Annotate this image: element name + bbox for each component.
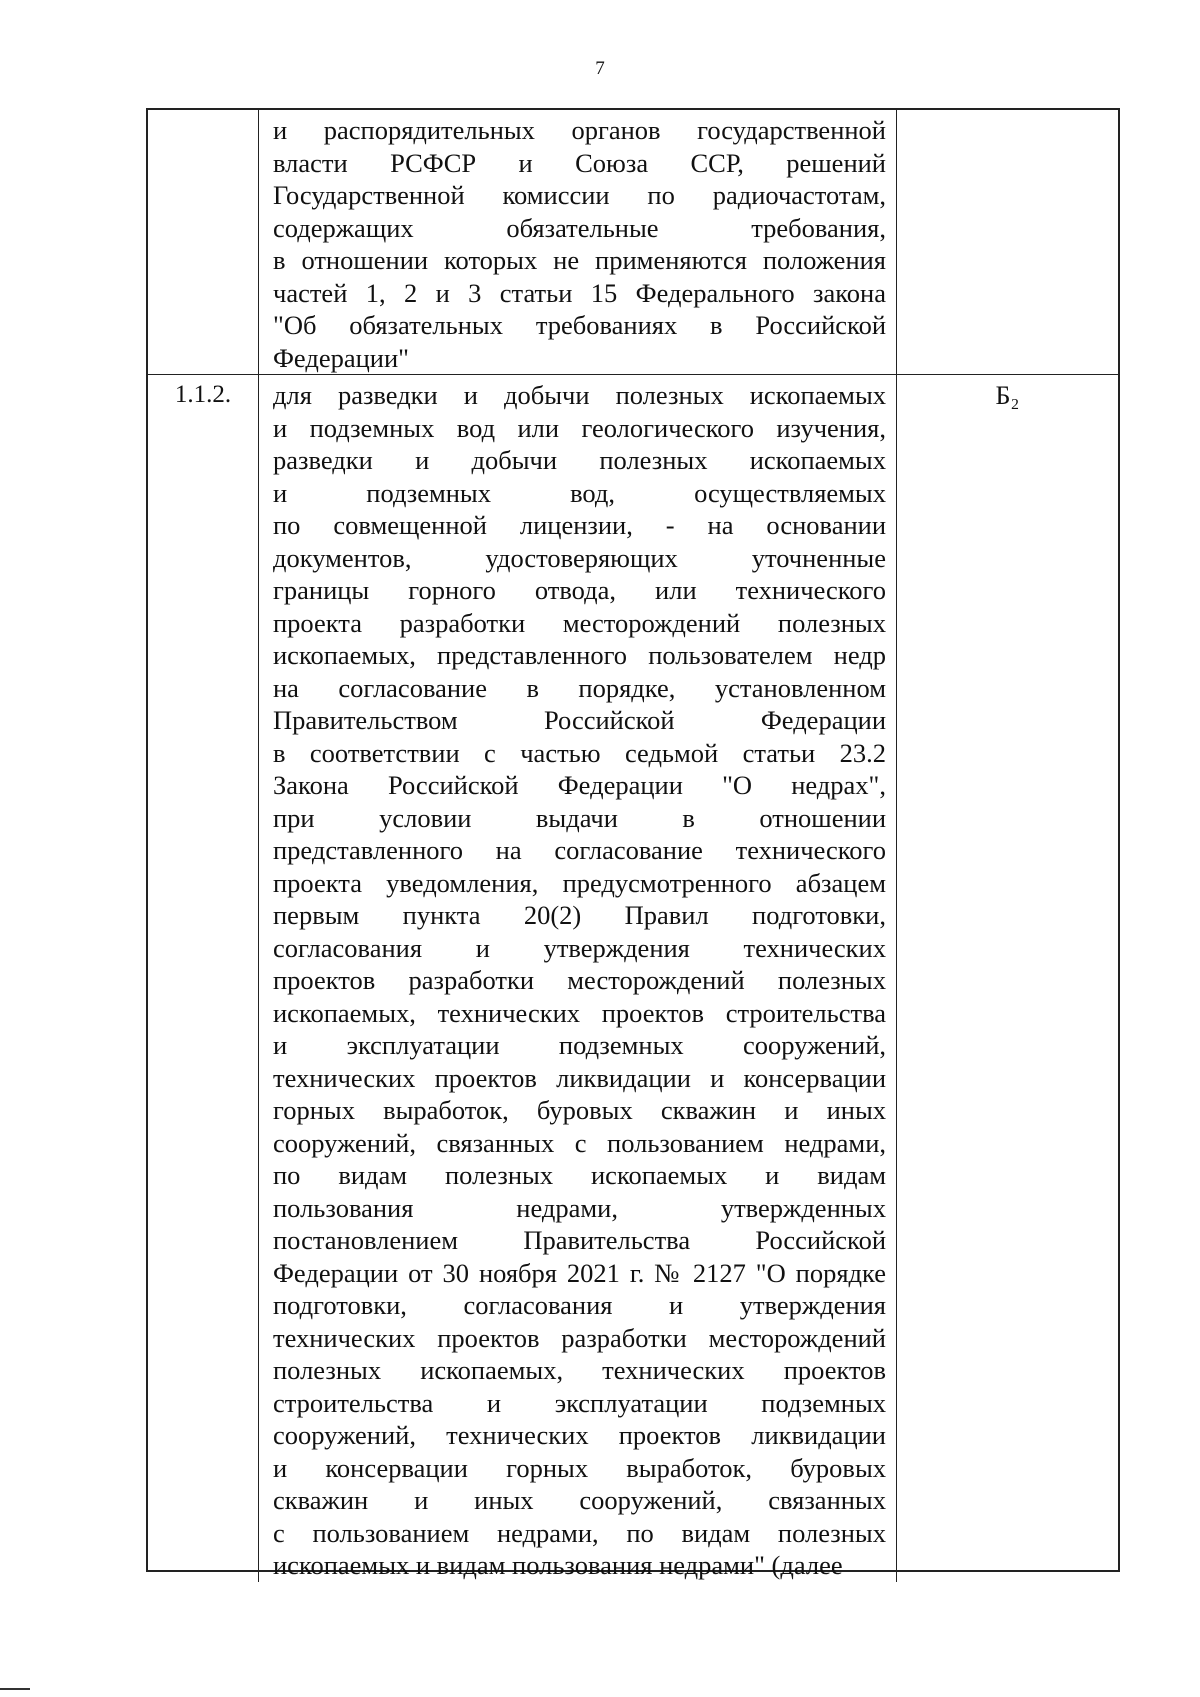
text-line: документов, удостоверяющих уточненные	[273, 542, 886, 573]
text-line: сооружений, связанных с пользованием недрами,	[273, 1127, 886, 1158]
row-category-cell	[897, 110, 1118, 375]
row-number-cell: 1.1.2.	[148, 375, 259, 1582]
text-line: Государственной комиссии по радиочастотам,	[273, 180, 886, 210]
text-line: Правительством Российской Федерации	[273, 705, 886, 735]
text-line: на согласование в порядке, установленном	[273, 672, 886, 703]
text-line: по видам полезных ископаемых и видам	[273, 1160, 886, 1190]
text-line: власти РСФСР и Союза ССР, решений	[273, 147, 886, 178]
text-line: проектов разработки месторождений полезных	[273, 965, 886, 995]
document-table	[146, 108, 1120, 1580]
text-line: при условии выдачи в отношении	[273, 802, 886, 833]
text-line: "Об обязательных требованиях в Российской	[273, 310, 886, 340]
row-number-cell	[148, 110, 259, 375]
text-line: Закона Российской Федерации "О недрах",	[273, 770, 886, 800]
text-line: Федерации от 30 ноября 2021 г. № 2127 "О порядке	[273, 1257, 886, 1288]
text-line: ископаемых, представленного пользователем недр	[273, 640, 886, 670]
text-line: Федерации"	[273, 342, 409, 373]
text-line: ископаемых и видам пользования недрами" (далее	[273, 1550, 843, 1580]
text-line: проекта уведомления, предусмотренного абзацем	[273, 867, 886, 898]
page-number: 7	[595, 58, 605, 79]
row-text-cell	[259, 110, 897, 375]
text-line: в соответствии с частью седьмой статьи 23.2	[273, 737, 886, 768]
text-line: и эксплуатации подземных сооружений,	[273, 1030, 886, 1060]
text-line: согласования и утверждения технических	[273, 932, 886, 963]
text-line: пользования недрами, утвержденных	[273, 1192, 886, 1223]
text-line: подготовки, согласования и утверждения	[273, 1290, 886, 1320]
text-line: и консервации горных выработок, буровых	[273, 1452, 886, 1483]
text-line: первым пункта 20(2) Правил подготовки,	[273, 900, 886, 930]
text-line: ископаемых, технических проектов строительства	[273, 997, 886, 1028]
text-line: представленного на согласование технического	[273, 835, 886, 865]
text-line: разведки и добычи полезных ископаемых	[273, 445, 886, 475]
text-line: для разведки и добычи полезных ископаемых	[273, 380, 886, 410]
text-line: постановлением Правительства Российской	[273, 1225, 886, 1255]
text-line: технических проектов ликвидации и консервации	[273, 1062, 886, 1093]
text-line: горных выработок, буровых скважин и иных	[273, 1095, 886, 1125]
row-text-cell	[259, 375, 897, 1582]
text-line: границы горного отвода, или технического	[273, 575, 886, 605]
text-line: скважин и иных сооружений, связанных	[273, 1485, 886, 1515]
text-line: и подземных вод или геологического изучения,	[273, 412, 886, 443]
text-line: с пользованием недрами, по видам полезных	[273, 1517, 886, 1548]
row-category-cell: Б₂	[995, 381, 1020, 410]
text-line: сооружений, технических проектов ликвидации	[273, 1420, 886, 1450]
text-line: проекта разработки месторождений полезных	[273, 607, 886, 638]
margin-scan-mark	[0, 1688, 30, 1690]
text-line: строительства и эксплуатации подземных	[273, 1387, 886, 1418]
text-line: по совмещенной лицензии, - на основании	[273, 510, 886, 540]
text-line: полезных ископаемых, технических проектов	[273, 1355, 886, 1385]
text-line: и распорядительных органов государственной	[273, 115, 886, 145]
text-line: частей 1, 2 и 3 статьи 15 Федерального закона	[273, 277, 886, 308]
text-line: в отношении которых не применяются положения	[273, 245, 886, 275]
text-line: и подземных вод, осуществляемых	[273, 477, 886, 508]
text-line: содержащих обязательные требования,	[273, 212, 886, 243]
text-line: технических проектов разработки месторождений	[273, 1322, 886, 1353]
